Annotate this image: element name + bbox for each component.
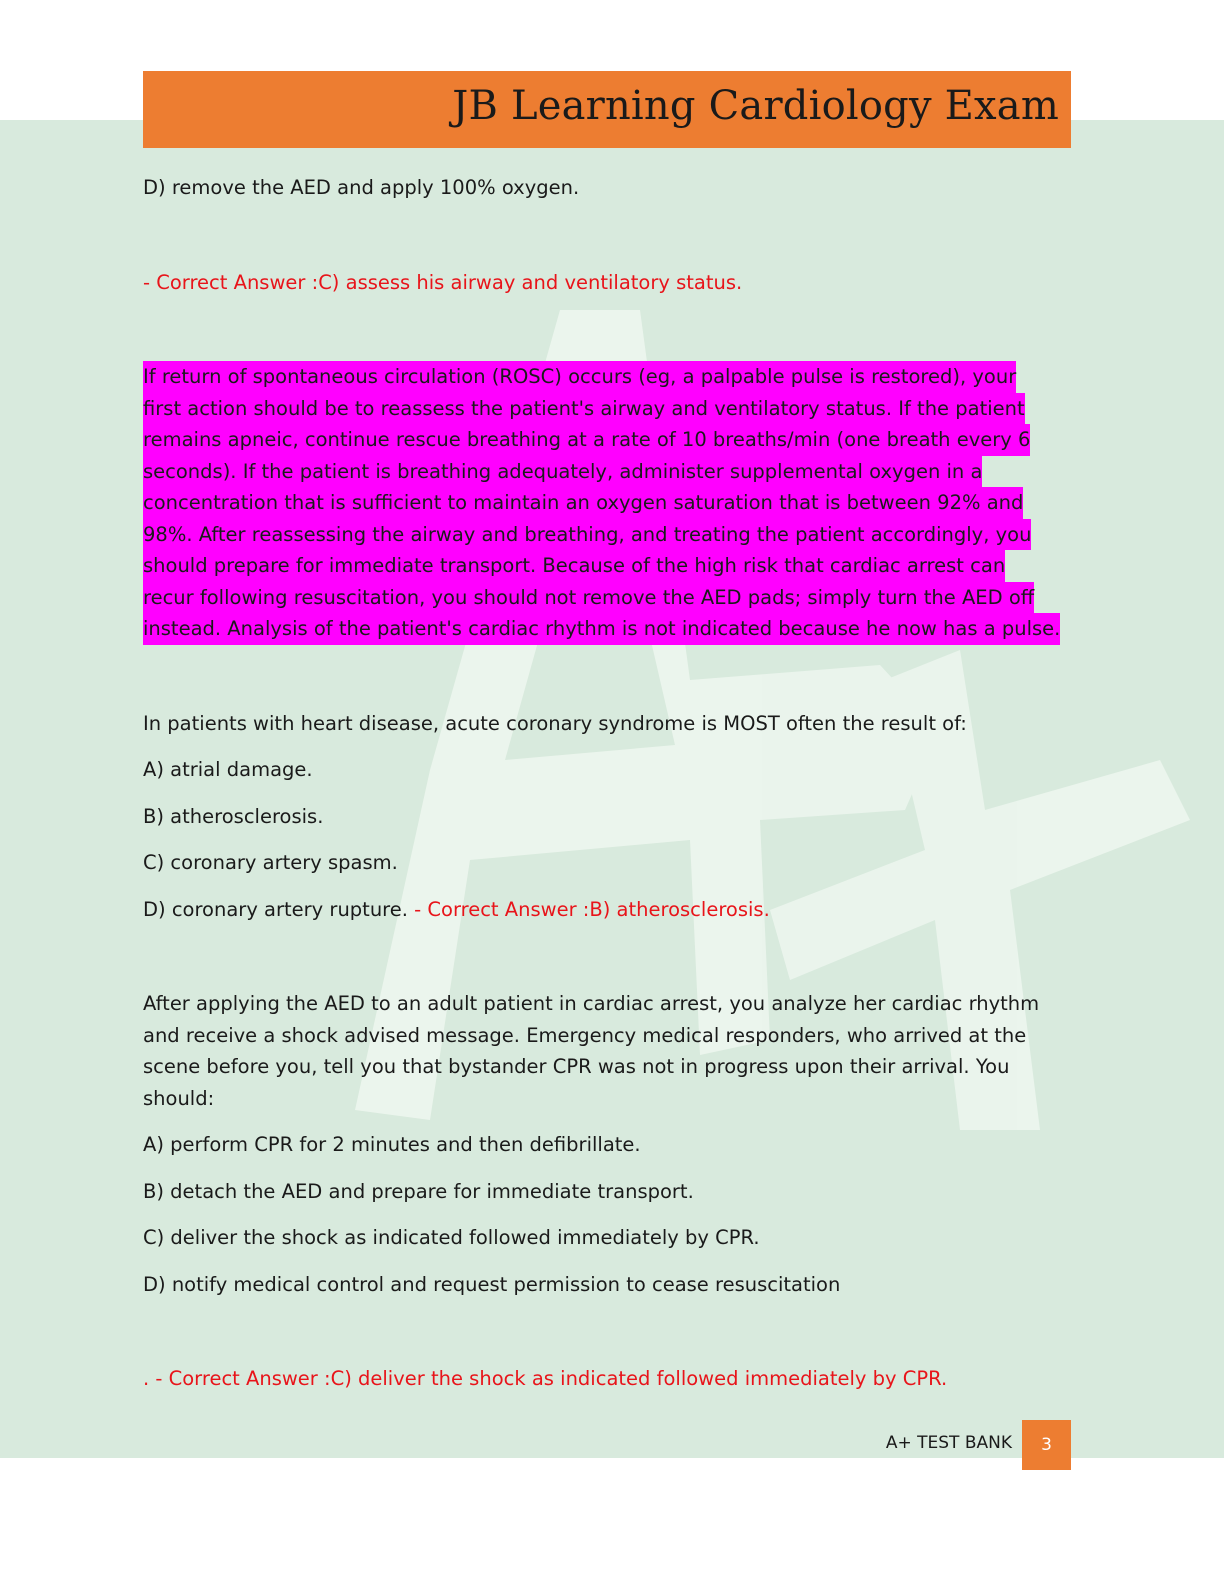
q3-option-b: B) detach the AED and prepare for immediate transport. xyxy=(143,1179,694,1203)
q2-option-a: A) atrial damage. xyxy=(143,758,313,781)
footer-label: A+ TEST BANK xyxy=(885,1433,1012,1453)
explanation-line: recur following resuscitation, you should not remove the AED pads; simply turn the AED off xyxy=(143,582,1034,614)
q2-option-b: B) atherosclerosis. xyxy=(143,804,324,828)
q3-option-c: C) deliver the shock as indicated followed immediately by CPR. xyxy=(143,1226,760,1249)
header-bar xyxy=(143,71,1071,148)
page-number: 3 xyxy=(1022,1420,1071,1470)
explanation-line: first action should be to reassess the patient's airway and ventilatory status. If the patient xyxy=(143,393,1025,425)
q1-correct-answer: - Correct Answer :C) assess his airway and ventilatory status. xyxy=(143,270,743,294)
content-body xyxy=(143,172,1073,1395)
q3-option-a: A) perform CPR for 2 minutes and then defibrillate. xyxy=(143,1133,641,1156)
explanation-line: concentration that is sufficient to maintain an oxygen saturation that is between 92% and xyxy=(143,487,1023,519)
q2-option-c: C) coronary artery spasm. xyxy=(143,851,398,874)
q3-correct-answer: . - Correct Answer :C) deliver the shock as indicated followed immediately by CPR. xyxy=(143,1367,948,1390)
q3-question-line: should: xyxy=(143,1086,215,1110)
q2-question: In patients with heart disease, acute coronary syndrome is MOST often the result of: xyxy=(143,711,967,735)
q3-question-line: scene before you, tell you that bystander CPR was not in progress upon their arrival. You xyxy=(143,1055,1010,1078)
q2-option-d: D) coronary artery rupture. xyxy=(143,897,415,921)
q3-question-line: and receive a shock advised message. Emergency medical responders, who arrived at the xyxy=(143,1023,1027,1047)
explanation-line: should prepare for immediate transport. Because of the high risk that cardiac arrest can xyxy=(143,550,1005,582)
q3-question-line: After applying the AED to an adult patient in cardiac arrest, you analyze her cardiac rhythm xyxy=(143,992,1040,1015)
explanation-line: If return of spontaneous circulation (ROSC) occurs (eg, a palpable pulse is restored), your xyxy=(143,361,1016,393)
explanation-line: instead. Analysis of the patient's cardiac rhythm is not indicated because he now has a pulse. xyxy=(143,613,1060,645)
explanation-line: 98%. After reassessing the airway and breathing, and treating the patient accordingly, you xyxy=(143,519,1031,551)
highlighted-explanation xyxy=(143,361,1073,645)
q2-correct-answer: - Correct Answer :B) atherosclerosis. xyxy=(414,897,770,921)
q3-option-d: D) notify medical control and request permission to cease resuscitation xyxy=(143,1272,841,1296)
explanation-line: remains apneic, continue rescue breathing at a rate of 10 breaths/min (one breath every 6 xyxy=(143,424,1030,456)
page-title: JB Learning Cardiology Exam xyxy=(452,83,1059,129)
explanation-line: seconds). If the patient is breathing adequately, administer supplemental oxygen in a xyxy=(143,456,982,488)
q1-option-d: D) remove the AED and apply 100% oxygen. xyxy=(143,176,580,199)
q2-option-d-row xyxy=(143,894,1073,926)
